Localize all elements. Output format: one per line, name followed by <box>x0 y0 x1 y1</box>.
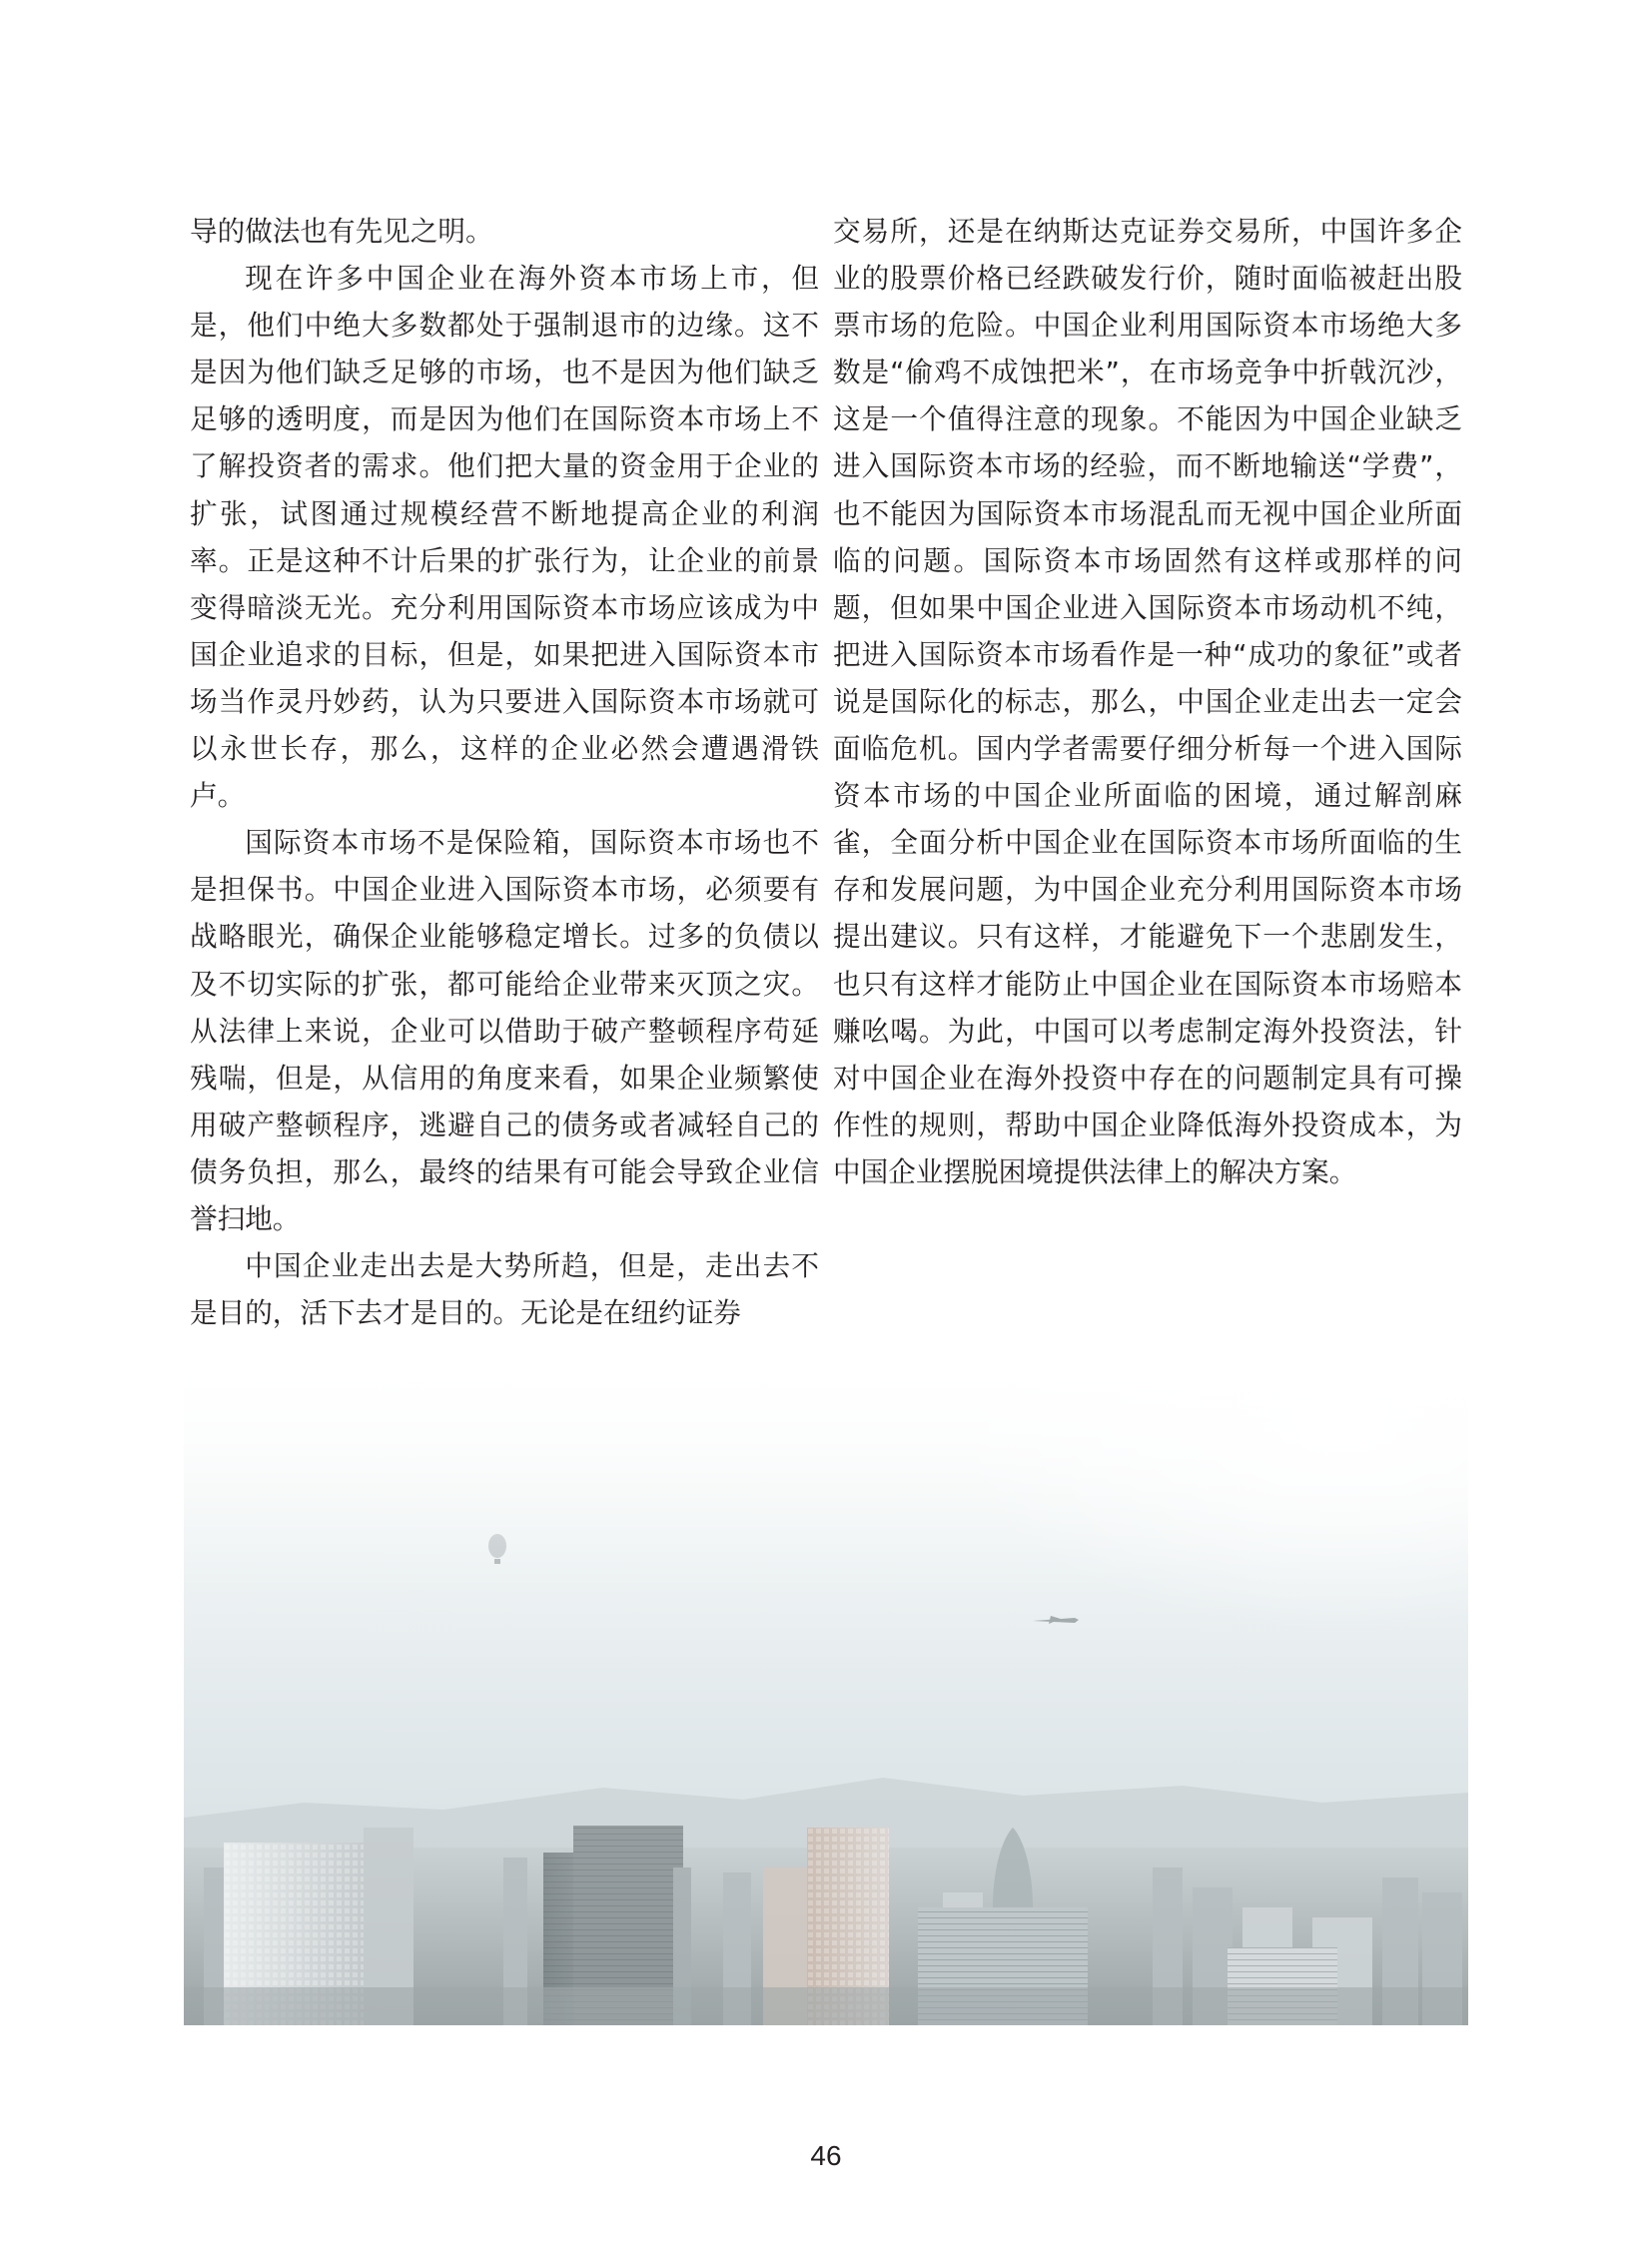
paragraph: 中国企业走出去是大势所趋，但是，走出去不是目的，活下去才是目的。无论是在纽约证券 <box>190 1249 819 1330</box>
paragraph: 国际资本市场不是保险箱，国际资本市场也不是担保书。中国企业进入国际资本市场，必须要有战略眼光，确保企业能够稳定增长。过多的负债以及不切实际的扩张，都可能给企业带来灭顶之灾。从法律上来说，企业可以借助于破产整顿程序苟延残喘，但是，从信用的角度来看，如果企业频繁使用破产整顿程序，逃避自己的债务或者减轻自己的债务负担，那么，最终的结果有可能会导致企业信誉扫地。 <box>190 826 819 1235</box>
paragraph-continuation: 导的做法也有先见之明。 <box>190 215 493 248</box>
city-skyline-photo <box>184 1348 1468 2025</box>
paragraph-continuation: 交易所，还是在纳斯达克证券交易所，中国许多企业的股票价格已经跌破发行价，随时面临被赶出股票市场的危险。中国企业利用国际资本市场绝大多数是“偷鸡不成蚀把米”，在市场竞争中折戟沉沙，这是一个值得注意的现象。不能因为中国企业缺乏进入国际资本市场的经验，而不断地输送“学费”，也不能因为国际资本市场混乱而无视中国企业所面临的问题。国际资本市场固然有这样或那样的问题，但如果中国企业进入国际资本市场动机不纯，把进入国际资本市场看作是一种“成功的象征”或者说是国际化的标志，那么，中国企业走出去一定会面临危机。国内学者需要仔细分析每一个进入国际资本市场的中国企业所面临的困境，通过解剖麻雀，全面分析中国企业在国际资本市场所面临的生存和发展问题，为中国企业充分利用国际资本市场提出建议。只有这样，才能避免下一个悲剧发生，也只有这样才能防止中国企业在国际资本市场赔本赚吆喝。为此，中国可以考虑制定海外投资法，针对中国企业在海外投资中存在的问题制定具有可操作性的规则，帮助中国企业降低海外投资成本，为中国企业摆脱困境提供法律上的解决方案。 <box>833 215 1462 1188</box>
page-number: 46 <box>810 2140 842 2171</box>
paragraph: 现在许多中国企业在海外资本市场上市，但是，他们中绝大多数都处于强制退市的边缘。这不是因为他们缺乏足够的市场，也不是因为他们缺乏足够的透明度，而是因为他们在国际资本市场上不了解投资者的需求。他们把大量的资金用于企业的扩张，试图通过规模经营不断地提高企业的利润率。正是这种不计后果的扩张行为，让企业的前景变得暗淡无光。充分利用国际资本市场应该成为中国企业追求的目标，但是，如果把进入国际资本市场当作灵丹妙药，认为只要进入国际资本市场就可以永世长存，那么，这样的企业必然会遭遇滑铁卢。 <box>190 262 819 813</box>
right-text-column <box>833 208 1462 1195</box>
left-text-column <box>190 208 819 1336</box>
